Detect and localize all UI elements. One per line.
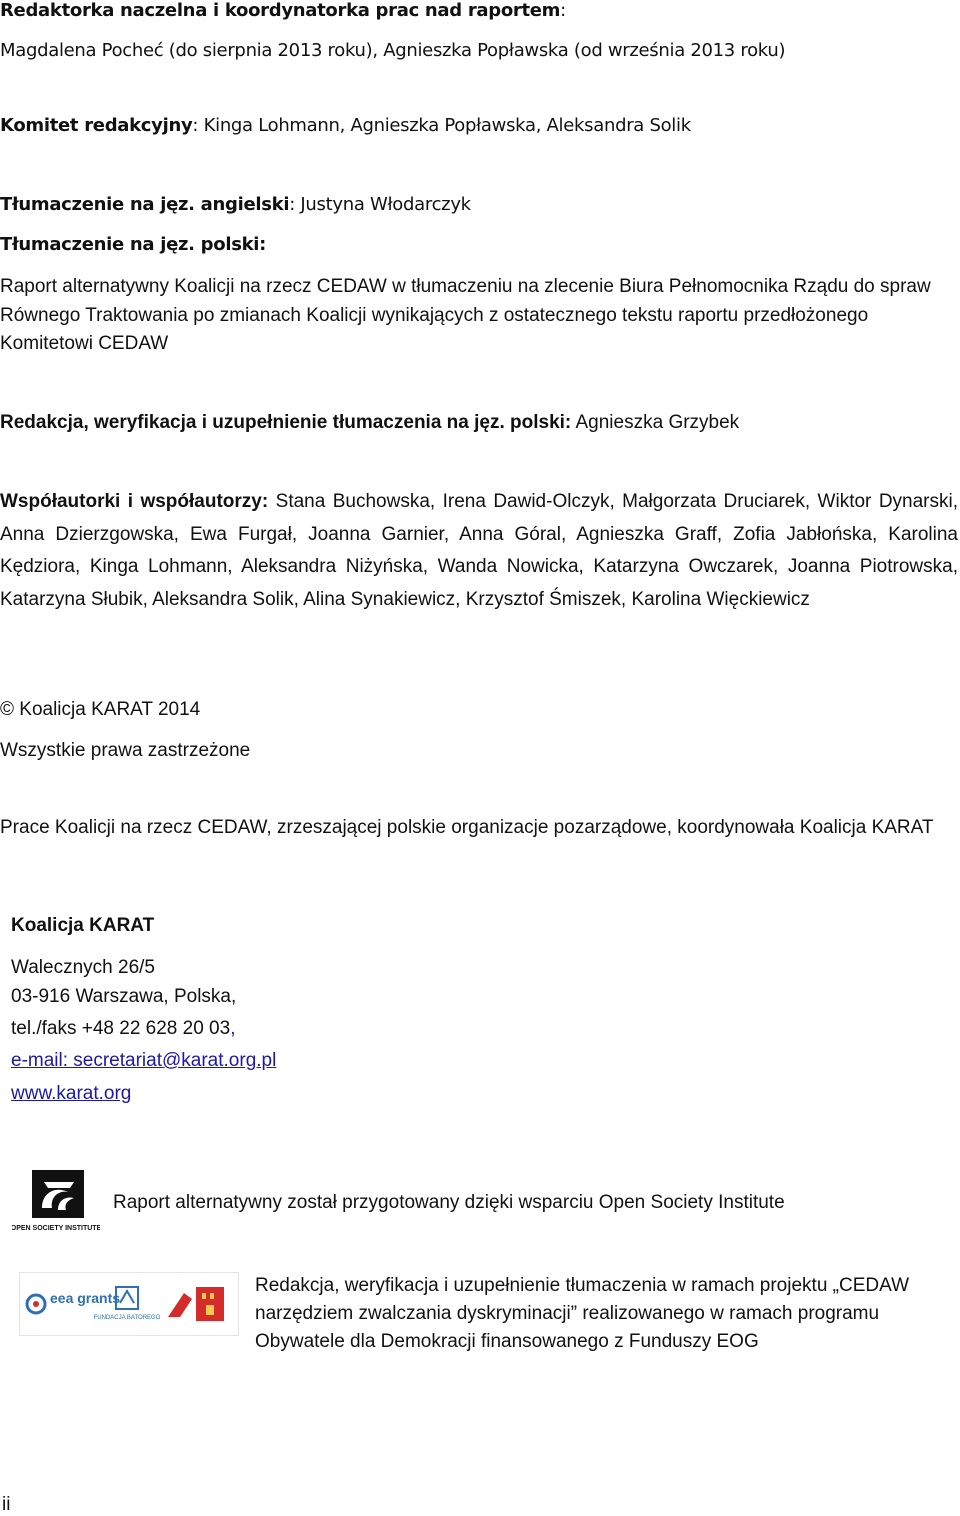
- editor-label: Redaktorka naczelna i koordynatorka prac nad raportem: [0, 0, 561, 21]
- editing-label: Redakcja, weryfikacja i uzupełnienie tłumaczenia na jęz. polski:: [0, 412, 572, 433]
- citizens-logo: [168, 1287, 224, 1321]
- rights-line: Wszystkie prawa zastrzeżone: [0, 740, 251, 761]
- eea-logo-text: eea grants: [50, 1290, 121, 1306]
- copyright-line: © Koalicja KARAT 2014: [0, 699, 201, 720]
- editor-value: Magdalena Pocheć (do sierpnia 2013 roku), Agnieszka Popławska (od września 2013 roku): [0, 40, 786, 61]
- osi-logo: [12, 1170, 100, 1234]
- committee-value: Kinga Lohmann, Agnieszka Popławska, Aleksandra Solik: [203, 115, 691, 136]
- phone-trail-link[interactable]: ,: [230, 1018, 236, 1039]
- phone-text: tel./faks +48 22 628 20 03: [11, 1018, 231, 1039]
- translation-en-label: Tłumaczenie na jęz. angielski: [0, 194, 290, 215]
- editing-value: Agnieszka Grzybek: [575, 412, 740, 433]
- address-name-text: Koalicja KARAT: [11, 915, 155, 936]
- committee-line: Komitet redakcyjny: Kinga Lohmann, Agnieszka Popławska, Aleksandra Solik: [0, 115, 691, 136]
- translation-en-value: Justyna Włodarczyk: [300, 194, 471, 215]
- colon: :: [560, 0, 566, 21]
- address-www: [11, 1083, 131, 1105]
- osi-logo-text: OPEN SOCIETY INSTITUTE: [12, 1225, 100, 1232]
- editing-line: [0, 412, 739, 434]
- osi-support-text: Raport alternatywny został przygotowany dzięki wsparciu Open Society Institute: [113, 1192, 785, 1213]
- address-street: Walecznych 26/5: [11, 957, 155, 978]
- translation-pl-label: Tłumaczenie na jęz. polski:: [0, 234, 267, 255]
- coauthors-paragraph: [0, 486, 958, 616]
- address-name: [11, 915, 154, 937]
- address-city: 03-916 Warszawa, Polska,: [11, 986, 237, 1007]
- batory-logo-text: FUNDACJA BATOREGO: [93, 1315, 161, 1321]
- coauthors-value: Stana Buchowska, Irena Dawid-Olczyk, Małgorzata Druciarek, Wiktor Dynarski, Anna Dzierzgowska, Ewa Furgał, Joanna Garnier, Anna Góral, Agnieszka Graff, Zofia Jabłońska, Karolina Kędziora, Kinga Lohmann, Aleksandra Niżyńska, Wanda Nowicka, Katarzyna Owczarek, Joanna Piotrowska, Katarzyna Słubik, Aleksandra Solik, Alina Synakiewicz, Krzysztof Śmiszek, Karolina Więckiewicz: [0, 491, 958, 610]
- translation-pl-text: Raport alternatywny Koalicji na rzecz CEDAW w tłumaczeniu na zlecenie Biura Pełnomocnika Rządu do spraw Równego Traktowania po zmianach Koalicji wynikających z ostatecznego tekstu raportu przedłożonego Komitetowi CEDAW: [0, 276, 931, 354]
- translation-pl-line: [0, 234, 266, 255]
- committee-label: Komitet redakcyjny: [0, 115, 193, 136]
- coordination-text: Prace Koalicji na rzecz CEDAW, zrzeszającej polskie organizacje pozarządowe, koordynowała Koalicja KARAT: [0, 817, 934, 838]
- project-text: Redakcja, weryfikacja i uzupełnienie tłumaczenia w ramach projektu „CEDAW narzędziem zwalczania dyskryminacji” realizowanego w ramach programu Obywatele dla Demokracji finansowanego z Funduszy EOG: [255, 1275, 910, 1352]
- editor-line: [0, 0, 566, 21]
- address-email: [11, 1050, 276, 1072]
- address-phone: [11, 1018, 235, 1040]
- email-link[interactable]: e-mail: secretariat@karat.org.pl: [11, 1050, 277, 1071]
- partners-logo-strip: [19, 1272, 239, 1336]
- www-link[interactable]: www.karat.org: [11, 1083, 132, 1104]
- page-number: ii: [2, 1494, 11, 1515]
- translation-en-line: Tłumaczenie na jęz. angielski: Justyna Włodarczyk: [0, 194, 471, 215]
- eea-grants-logo: [27, 1290, 120, 1313]
- coauthors-label: Współautorki i współautorzy:: [0, 491, 269, 512]
